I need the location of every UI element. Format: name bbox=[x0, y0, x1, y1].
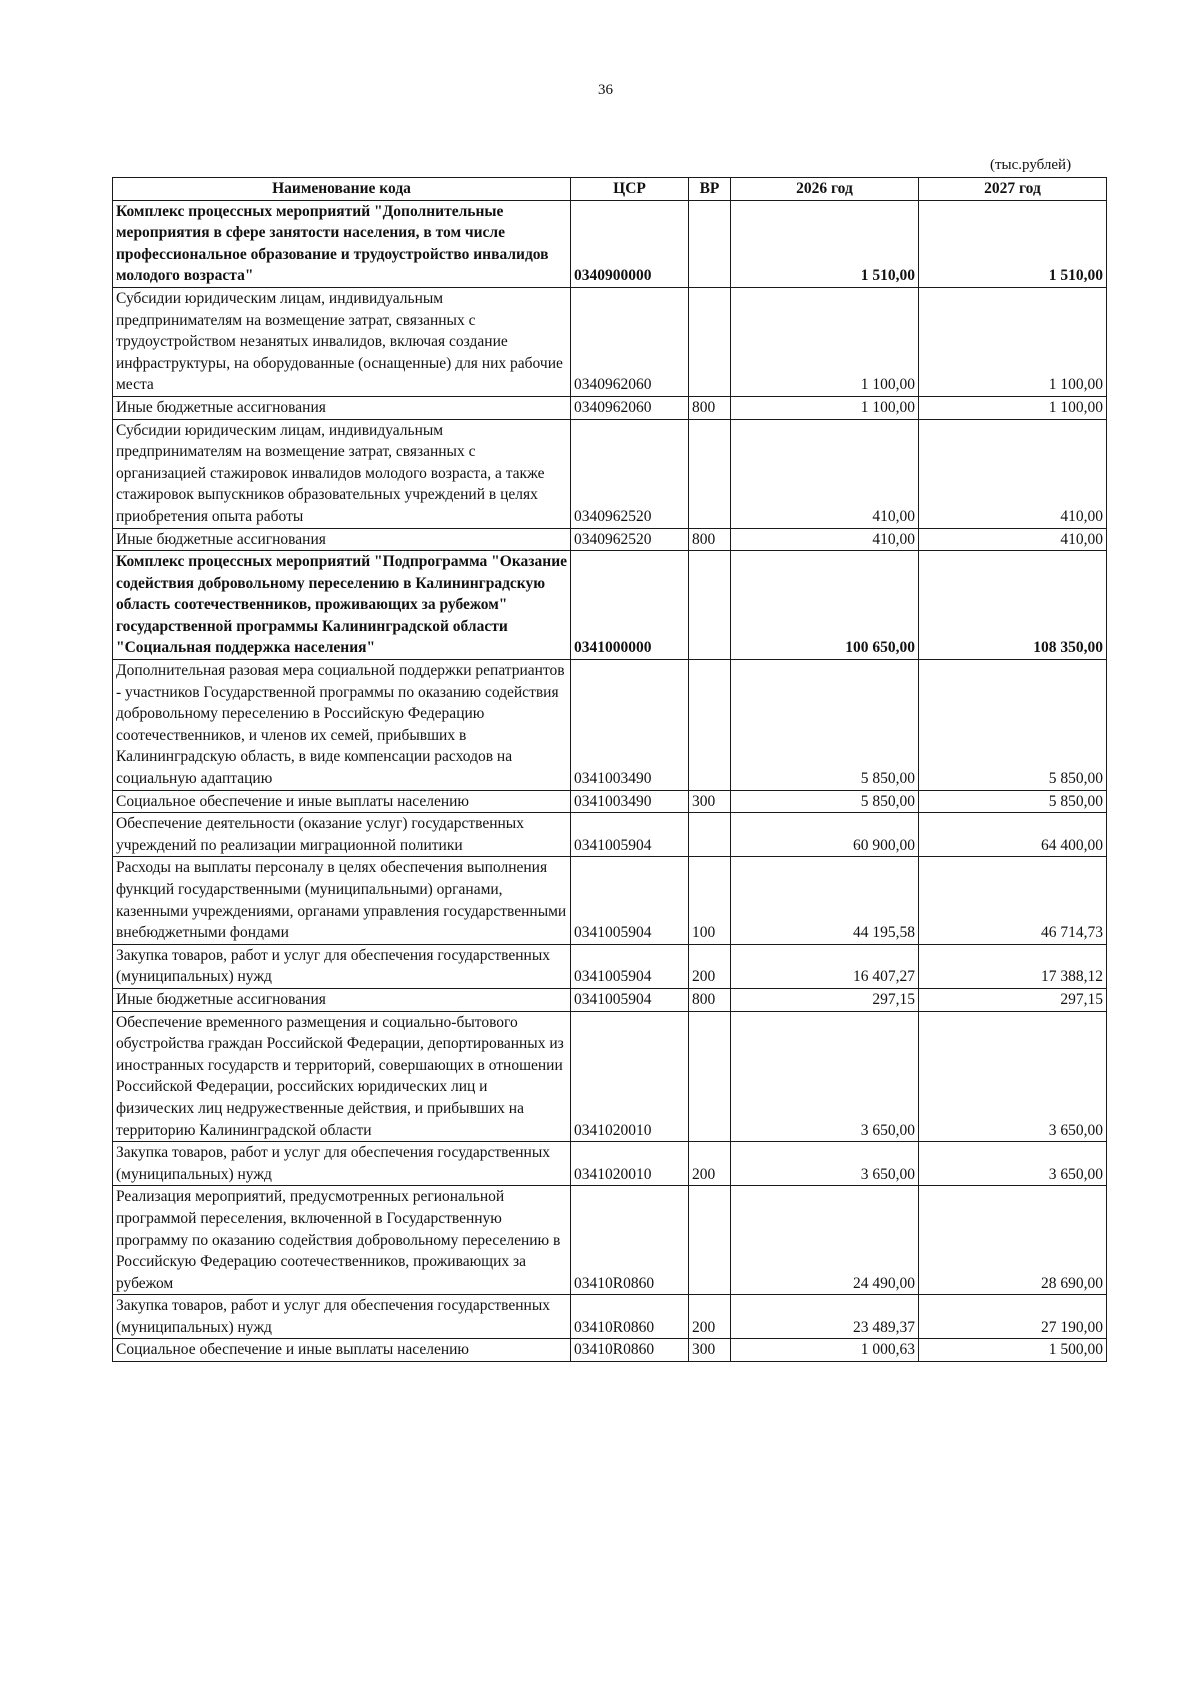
row-2027: 1 500,00 bbox=[919, 1339, 1107, 1362]
row-2027: 1 510,00 bbox=[919, 200, 1107, 287]
table-row bbox=[113, 200, 1107, 287]
row-2026: 3 650,00 bbox=[731, 1011, 919, 1142]
row-2026: 24 490,00 bbox=[731, 1186, 919, 1295]
row-csr: 0340900000 bbox=[571, 200, 689, 287]
row-2027: 297,15 bbox=[919, 988, 1107, 1011]
row-name: Иные бюджетные ассигнования bbox=[113, 528, 571, 551]
row-csr: 0341005904 bbox=[571, 813, 689, 857]
table-row bbox=[113, 944, 1107, 988]
table-row bbox=[113, 660, 1107, 791]
row-csr: 0341020010 bbox=[571, 1011, 689, 1142]
row-2026: 1 100,00 bbox=[731, 287, 919, 396]
row-2027: 410,00 bbox=[919, 419, 1107, 528]
row-vr: 200 bbox=[689, 1142, 731, 1186]
header-vr: ВР bbox=[689, 178, 731, 201]
row-vr: 800 bbox=[689, 396, 731, 419]
row-name: Реализация мероприятий, предусмотренных региональной программой переселения, включенной в Государственную программу по оказанию содействия добровольному переселению в Российскую Федерацию соотечественников, проживающих за рубежом bbox=[113, 1186, 571, 1295]
table-body bbox=[113, 200, 1107, 1361]
budget-table bbox=[112, 177, 1107, 1362]
row-name: Комплекс процессных мероприятий "Дополнительные мероприятия в сфере занятости населения, в том числе профессиональное образование и трудоустройство инвалидов молодого возраста" bbox=[113, 200, 571, 287]
row-vr: 200 bbox=[689, 1295, 731, 1339]
table-row bbox=[113, 1295, 1107, 1339]
row-2027: 27 190,00 bbox=[919, 1295, 1107, 1339]
row-2026: 60 900,00 bbox=[731, 813, 919, 857]
row-name: Обеспечение временного размещения и социально-бытового обустройства граждан Российской Федерации, депортированных из иностранных государств и территорий, совершающих в отношении Российской Федерации, российских юридических лиц и физических лиц недружественные действия, и прибывших на территорию Калининградской области bbox=[113, 1011, 571, 1142]
row-2027: 1 100,00 bbox=[919, 396, 1107, 419]
row-csr: 0340962060 bbox=[571, 287, 689, 396]
row-vr: 100 bbox=[689, 857, 731, 944]
row-csr: 0340962520 bbox=[571, 528, 689, 551]
table-row bbox=[113, 988, 1107, 1011]
row-2026: 3 650,00 bbox=[731, 1142, 919, 1186]
row-vr: 800 bbox=[689, 988, 731, 1011]
row-name: Закупка товаров, работ и услуг для обеспечения государственных (муниципальных) нужд bbox=[113, 944, 571, 988]
table-row bbox=[113, 396, 1107, 419]
units-label: (тыс.рублей) bbox=[990, 157, 1072, 173]
row-2027: 64 400,00 bbox=[919, 813, 1107, 857]
table-row bbox=[113, 857, 1107, 944]
row-vr bbox=[689, 551, 731, 660]
row-2027: 17 388,12 bbox=[919, 944, 1107, 988]
row-2026: 1 510,00 bbox=[731, 200, 919, 287]
row-name: Социальное обеспечение и иные выплаты населению bbox=[113, 1339, 571, 1362]
row-2026: 410,00 bbox=[731, 528, 919, 551]
row-2026: 23 489,37 bbox=[731, 1295, 919, 1339]
row-csr: 0341005904 bbox=[571, 988, 689, 1011]
header-2027: 2027 год bbox=[919, 178, 1107, 201]
row-2026: 100 650,00 bbox=[731, 551, 919, 660]
row-csr: 0341005904 bbox=[571, 944, 689, 988]
header-name: Наименование кода bbox=[113, 178, 571, 201]
row-vr: 800 bbox=[689, 528, 731, 551]
row-2026: 1 100,00 bbox=[731, 396, 919, 419]
row-csr: 0340962060 bbox=[571, 396, 689, 419]
row-2027: 3 650,00 bbox=[919, 1142, 1107, 1186]
table-row bbox=[113, 551, 1107, 660]
row-2027: 410,00 bbox=[919, 528, 1107, 551]
row-vr bbox=[689, 419, 731, 528]
table-row bbox=[113, 813, 1107, 857]
row-2026: 297,15 bbox=[731, 988, 919, 1011]
row-vr: 300 bbox=[689, 1339, 731, 1362]
row-2027: 28 690,00 bbox=[919, 1186, 1107, 1295]
row-2026: 5 850,00 bbox=[731, 660, 919, 791]
table-row bbox=[113, 419, 1107, 528]
table-row bbox=[113, 287, 1107, 396]
row-2027: 1 100,00 bbox=[919, 287, 1107, 396]
row-csr: 0341005904 bbox=[571, 857, 689, 944]
row-csr: 03410R0860 bbox=[571, 1186, 689, 1295]
table-row bbox=[113, 790, 1107, 813]
row-2026: 16 407,27 bbox=[731, 944, 919, 988]
table-row bbox=[113, 1186, 1107, 1295]
row-csr: 0341020010 bbox=[571, 1142, 689, 1186]
row-name: Закупка товаров, работ и услуг для обеспечения государственных (муниципальных) нужд bbox=[113, 1295, 571, 1339]
row-csr: 0341003490 bbox=[571, 790, 689, 813]
row-vr bbox=[689, 813, 731, 857]
row-2026: 5 850,00 bbox=[731, 790, 919, 813]
row-name: Дополнительная разовая мера социальной поддержки репатриантов - участников Государственной программы по оказанию содействия добровольному переселению в Российскую Федерацию соотечественников, и членов их семей, прибывших в Калининградскую область, в виде компенсации расходов на социальную адаптацию bbox=[113, 660, 571, 791]
table-row bbox=[113, 528, 1107, 551]
row-vr: 300 bbox=[689, 790, 731, 813]
table-row bbox=[113, 1011, 1107, 1142]
row-csr: 03410R0860 bbox=[571, 1295, 689, 1339]
row-csr: 0340962520 bbox=[571, 419, 689, 528]
row-name: Иные бюджетные ассигнования bbox=[113, 396, 571, 419]
table-header-row bbox=[113, 178, 1107, 201]
row-name: Закупка товаров, работ и услуг для обеспечения государственных (муниципальных) нужд bbox=[113, 1142, 571, 1186]
row-vr bbox=[689, 200, 731, 287]
row-name: Субсидии юридическим лицам, индивидуальным предпринимателям на возмещение затрат, связанных с трудоустройством незанятых инвалидов, включая создание инфраструктуры, на оборудованные (оснащенные) для них рабочие места bbox=[113, 287, 571, 396]
row-name: Иные бюджетные ассигнования bbox=[113, 988, 571, 1011]
row-name: Субсидии юридическим лицам, индивидуальным предпринимателям на возмещение затрат, связанных с организацией стажировок инвалидов молодого возраста, а также стажировок выпускников образовательных учреждений в целях приобретения опыта работы bbox=[113, 419, 571, 528]
page-number: 36 bbox=[598, 82, 613, 98]
row-name: Обеспечение деятельности (оказание услуг) государственных учреждений по реализации миграционной политики bbox=[113, 813, 571, 857]
row-vr bbox=[689, 287, 731, 396]
header-csr: ЦСР bbox=[571, 178, 689, 201]
table-row bbox=[113, 1142, 1107, 1186]
row-2027: 46 714,73 bbox=[919, 857, 1107, 944]
row-csr: 0341000000 bbox=[571, 551, 689, 660]
row-2026: 410,00 bbox=[731, 419, 919, 528]
row-2026: 44 195,58 bbox=[731, 857, 919, 944]
row-2026: 1 000,63 bbox=[731, 1339, 919, 1362]
row-name: Расходы на выплаты персоналу в целях обеспечения выполнения функций государственными (муниципальными) органами, казенными учреждениями, органами управления государственными внебюджетными фондами bbox=[113, 857, 571, 944]
row-vr bbox=[689, 1011, 731, 1142]
row-vr bbox=[689, 660, 731, 791]
row-vr: 200 bbox=[689, 944, 731, 988]
row-vr bbox=[689, 1186, 731, 1295]
header-2026: 2026 год bbox=[731, 178, 919, 201]
row-2027: 5 850,00 bbox=[919, 790, 1107, 813]
row-csr: 0341003490 bbox=[571, 660, 689, 791]
row-2027: 5 850,00 bbox=[919, 660, 1107, 791]
table-row bbox=[113, 1339, 1107, 1362]
row-name: Комплекс процессных мероприятий "Подпрограмма "Оказание содействия добровольному переселению в Калининградскую область соотечественников, проживающих за рубежом" государственной программы Калининградской области "Социальная поддержка населения" bbox=[113, 551, 571, 660]
row-2027: 108 350,00 bbox=[919, 551, 1107, 660]
row-csr: 03410R0860 bbox=[571, 1339, 689, 1362]
row-name: Социальное обеспечение и иные выплаты населению bbox=[113, 790, 571, 813]
row-2027: 3 650,00 bbox=[919, 1011, 1107, 1142]
